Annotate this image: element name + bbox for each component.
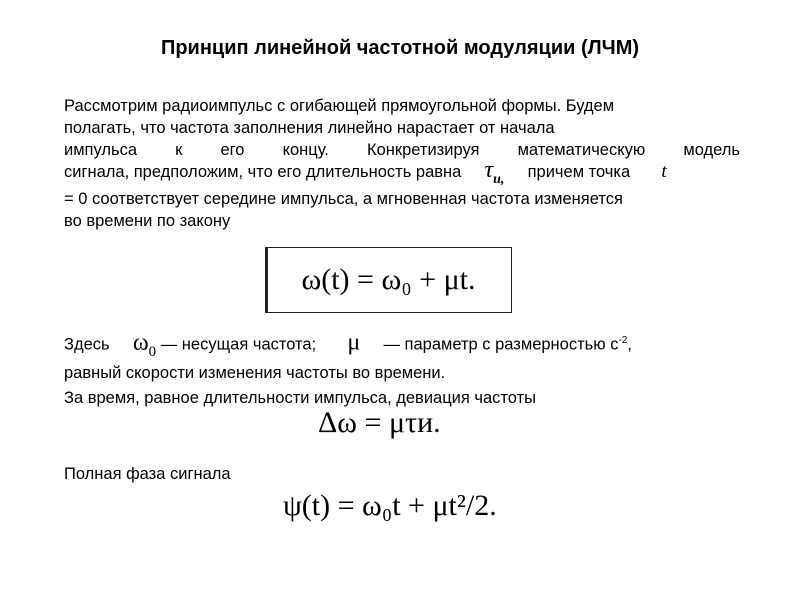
- intro-line-4-middle: причем точка: [527, 163, 631, 181]
- intro-line-1: Рассмотрим радиоимпульс с огибающей прямоугольной формы. Будем: [64, 97, 615, 115]
- page-title: Принцип линейной частотной модуляции (ЛЧМ): [160, 37, 640, 59]
- intro-line-6: во времени по закону: [64, 211, 231, 230]
- equation-phase: ψ(t) = ω₀t + μt²/2.: [283, 489, 497, 522]
- carrier-text: — несущая частота;: [160, 335, 317, 354]
- mu-text: — параметр с размерностью с: [383, 335, 619, 354]
- intro-word: математическую: [517, 141, 646, 159]
- intro-line-3: [64, 139, 740, 161]
- intro-word: импульса: [64, 141, 138, 159]
- omega0-symbol: $\omega_0$: [132, 329, 157, 360]
- tau-symbol: $\tau_{и,}$: [484, 157, 505, 187]
- carrier-line-1: Здесь $\omega_0$ — несущая частота; μ — параметр с размерностью $с^{-2}$,: [64, 329, 632, 360]
- intro-word: к: [175, 141, 183, 159]
- carrier-prefix: Здесь: [64, 335, 110, 354]
- equation-instantaneous-frequency: ω(t) = ω₀ + μt.: [265, 247, 512, 313]
- mu-exponent: -2: [618, 335, 628, 346]
- intro-line-5: = 0 соответствует середине импульса, а мгновенная частота изменяется: [64, 189, 623, 208]
- carrier-paragraph: [64, 330, 740, 384]
- intro-line-2: полагать, что частота заполнения линейно нарастает от начала: [64, 119, 555, 137]
- mu-symbol: μ: [347, 329, 361, 356]
- intro-word: его: [220, 141, 245, 159]
- intro-word: Конкретизируя: [366, 141, 480, 159]
- intro-word: модель: [683, 141, 740, 159]
- deviation-text: За время, равное длительности импульса, девиация частоты: [64, 389, 537, 407]
- carrier-line-2: равный скорости изменения частоты во времени.: [64, 364, 446, 383]
- tau-subscript: и,: [493, 171, 505, 187]
- intro-word: концу.: [282, 141, 329, 159]
- intro-line-4-start: сигнала, предположим, что его длительность равна: [64, 163, 462, 181]
- t-symbol: t: [661, 161, 667, 182]
- equation-deviation: Δω = μτи.: [318, 406, 441, 439]
- phase-text: Полная фаза сигнала: [64, 465, 231, 483]
- intro-line-4: [64, 157, 740, 188]
- intro-paragraph: [64, 95, 740, 232]
